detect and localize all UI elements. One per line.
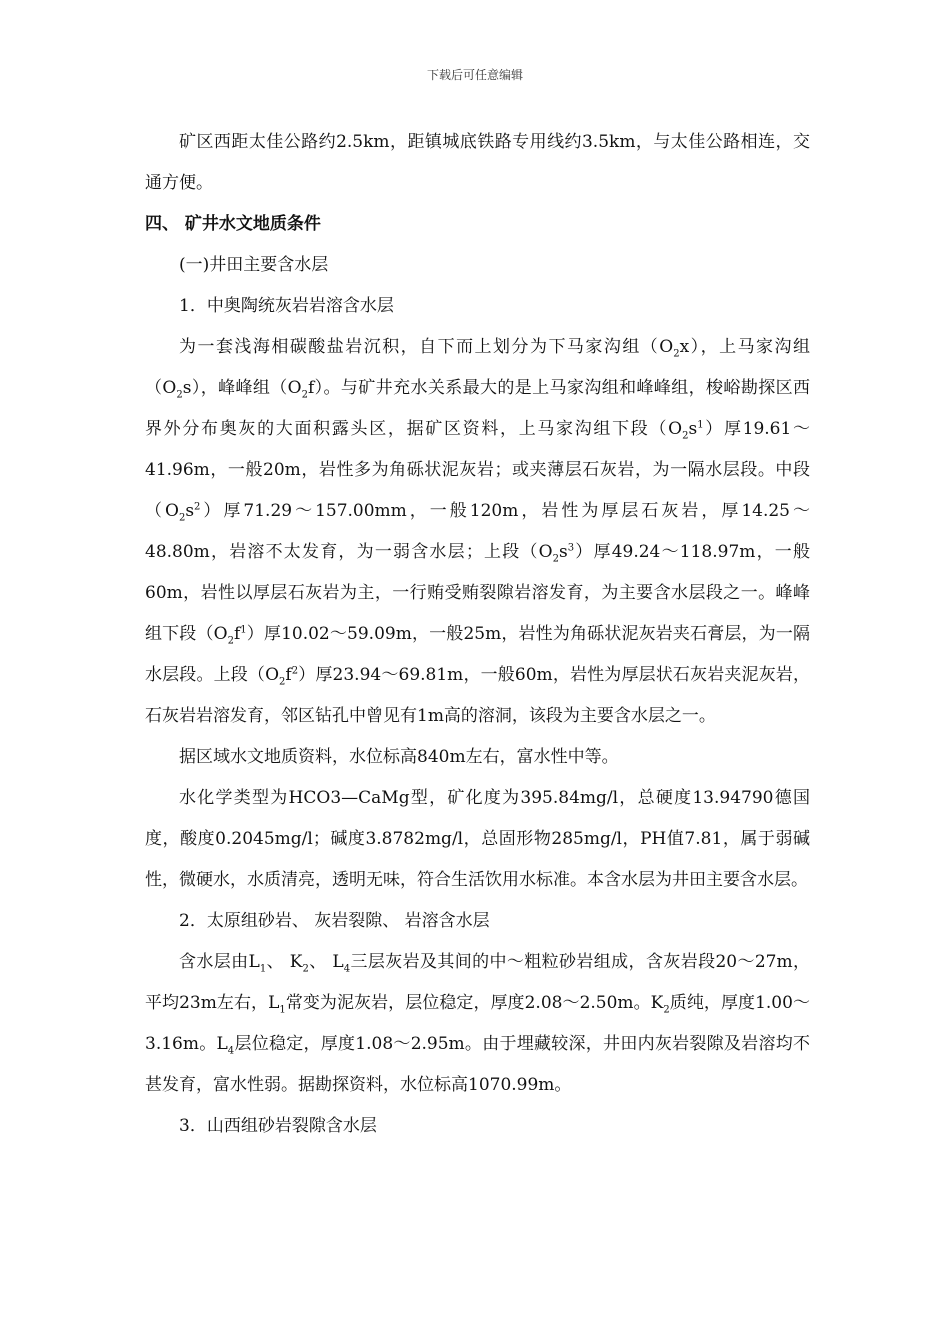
subscript: 2 (176, 389, 183, 401)
text-run: 常变为泥灰岩，层位稳定，厚度2.08～2.50m。K (285, 993, 664, 1013)
subscript: 2 (178, 512, 186, 524)
page-header: 下载后可任意编辑 (426, 68, 523, 82)
item2-paragraph (145, 942, 810, 1106)
item1-heading: 1．中奥陶统灰岩岩溶含水层 (179, 296, 394, 316)
subscript: 2 (301, 389, 308, 401)
subscript: 2 (682, 430, 689, 442)
text-run: 三层灰岩及其间的中～粗粒砂岩组成，含灰岩段20～27m，平均23m左右，L (145, 952, 810, 1013)
superscript: 3 (567, 542, 575, 554)
text-run: 、 L (308, 952, 344, 972)
text-run: ）厚19.61～41.96m，一般20m，岩性多为角砾状泥灰岩；或夹薄层石灰岩，为一隔水层段。中段（O (145, 419, 810, 521)
subscript: 2 (279, 676, 286, 688)
text-run: s (558, 542, 568, 562)
text-run: 为一套浅海相碳酸盐岩沉积，自下而上划分为下马家沟组（O (179, 337, 674, 357)
item2-heading: 2．太原组砂岩、 灰岩裂隙、 岩溶含水层 (179, 911, 490, 931)
superscript: 1 (697, 419, 704, 431)
subsection-heading: (一)井田主要含水层 (179, 255, 329, 275)
text-run: f (233, 624, 241, 644)
item3-heading: 3．山西组砂岩裂隙含水层 (179, 1116, 377, 1136)
text-run: f）。与矿井充水关系最大的是上马家沟组和峰峰组，梭峪勘探区西界外分布奥灰的大面积露头区，据矿区资料，上马家沟组下段（O (145, 378, 810, 439)
text-run: x），上马家沟组（O (145, 337, 811, 398)
subscript: 2 (227, 635, 234, 647)
subscript: 4 (227, 1045, 235, 1057)
text-run: 含水层由L (179, 952, 260, 972)
text-run: s），峰峰组（O (182, 378, 302, 398)
subscript: 2 (663, 1004, 670, 1016)
water-chemistry-paragraph: 水化学类型为HCO3—CaMg型，矿化度为395.84mg/l，总硬度13.94790德国度，酸度0.2045mg/l；碱度3.8782mg/l，总固形物285mg/l，PH值7.81，属于弱碱性，微硬水，水质清亮，透明无味，符合生活饮用水标准。本含水层为井田主要含水层。 (145, 788, 810, 890)
subscript: 2 (552, 553, 559, 565)
document-body (145, 122, 810, 1147)
section-heading: 四、 矿井水文地质条件 (145, 214, 321, 234)
text-run: f (285, 665, 292, 685)
item1-paragraph (145, 327, 810, 737)
superscript: 2 (291, 665, 299, 677)
text-run: 层位稳定，厚度1.08～2.95m。由于埋藏较深，井田内灰岩裂隙及岩溶均不甚发育，富水性弱。据勘探资料，水位标高1070.99m。 (145, 1034, 810, 1095)
text-run: ）厚71.29～157.00mm，一般120m，岩性为厚层石灰岩，厚14.25～48.80m，岩溶不太发育，为一弱含水层；上段（O (145, 501, 810, 562)
text-run: ）厚23.94～69.81m，一般60m，岩性为厚层状石灰岩夹泥灰岩，石灰岩岩溶发育，邻区钻孔中曾见有1m高的溶洞，该段为主要含水层之一。 (145, 665, 810, 726)
text-run: s (185, 501, 195, 521)
subscript: 2 (673, 348, 680, 360)
text-run: 质纯，厚度1.00～3.16m。L (145, 993, 810, 1054)
superscript: 1 (240, 624, 247, 636)
superscript: 2 (194, 501, 201, 513)
subscript: 4 (343, 963, 351, 975)
subscript: 1 (279, 1004, 286, 1016)
water-level-paragraph: 据区域水文地质资料，水位标高840m左右，富水性中等。 (179, 747, 619, 767)
text-run: ）厚10.02～59.09m，一般25m，岩性为角砾状泥灰岩夹石膏层，为一隔水层段。上段（O (145, 624, 810, 685)
text-run: 、 K (266, 952, 303, 972)
text-run: s (688, 419, 698, 439)
subscript: 1 (259, 963, 267, 975)
text-run: ）厚49.24～118.97m，一般60m，岩性以厚层石灰岩为主，一行贿受贿裂隙岩溶发育，为主要含水层段之一。峰峰组下段（O (145, 542, 810, 644)
subscript: 2 (302, 963, 309, 975)
intro-paragraph: 矿区西距太佳公路约2.5km，距镇城底铁路专用线约3.5km，与太佳公路相连，交通方便。 (145, 132, 810, 193)
